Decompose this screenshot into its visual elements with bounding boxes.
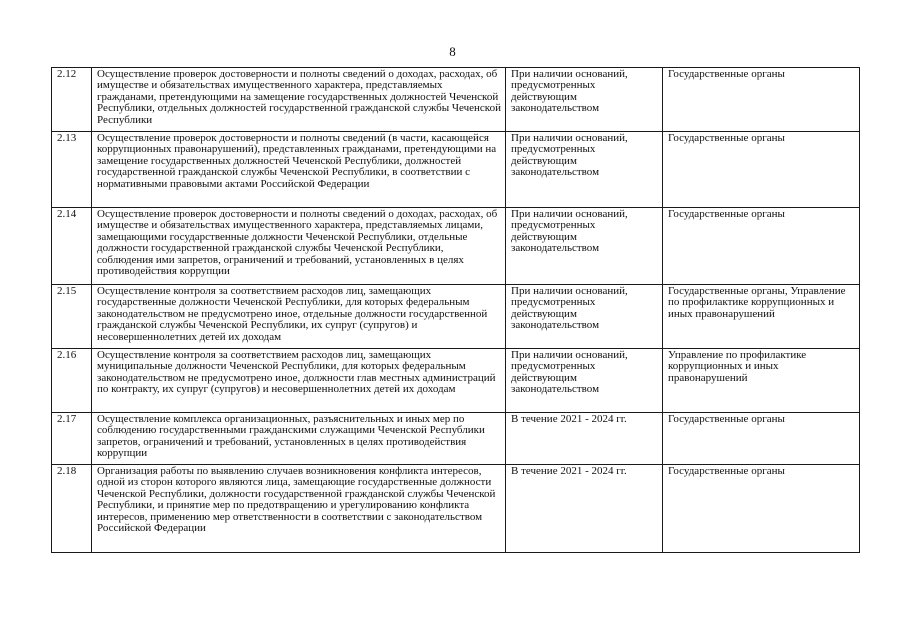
table-row	[52, 285, 860, 349]
measure-term: При наличии оснований, предусмотренных действующим законодательством	[506, 208, 663, 285]
measure-text: Осуществление комплекса организационных, разъяснительных и иных мер по соблюдению государственными гражданскими служащими Чеченской Республики запретов, ограничений и требований, установленных в целях противодействия коррупции	[92, 413, 506, 465]
table-row	[52, 68, 860, 132]
item-number: 2.18	[52, 465, 92, 553]
measure-text: Осуществление проверок достоверности и полноты сведений о доходах, расходах, об имуществе и обязательствах имущественного характера, представляемых лицами, замещающими государственные должности Чеченской Республики, отдельные должности государственной гражданской службы Чеченской Республики, соблюдения ими запретов, ограничений и требований, установленных в целях противодействия коррупции	[92, 208, 506, 285]
table-row	[52, 413, 860, 465]
measure-responsible: Государственные органы, Управление по профилактике коррупционных и иных правонарушений	[663, 285, 860, 349]
measure-term: При наличии оснований, предусмотренных действующим законодательством	[506, 349, 663, 413]
measure-term: В течение 2021 - 2024 гг.	[506, 413, 663, 465]
item-number: 2.16	[52, 349, 92, 413]
measure-responsible: Государственные органы	[663, 413, 860, 465]
measure-term: При наличии оснований, предусмотренных действующим законодательством	[506, 285, 663, 349]
table-row	[52, 132, 860, 208]
item-number: 2.15	[52, 285, 92, 349]
item-number: 2.12	[52, 68, 92, 132]
page-number: 8	[449, 44, 456, 59]
measure-responsible: Управление по профилактике коррупционных и иных правонарушений	[663, 349, 860, 413]
measure-text: Осуществление контроля за соответствием расходов лиц, замещающих муниципальные должности Чеченской Республики, для которых федеральным законодательством не предусмотрено иное, должности глав местных администраций по контракту, их супруг (супругов) и несовершеннолетних детей их доходам	[92, 349, 506, 413]
table-row	[52, 465, 860, 553]
item-number: 2.14	[52, 208, 92, 285]
measure-term: В течение 2021 - 2024 гг.	[506, 465, 663, 553]
measures-table	[51, 67, 860, 553]
table-row	[52, 349, 860, 413]
item-number: 2.17	[52, 413, 92, 465]
measure-responsible: Государственные органы	[663, 68, 860, 132]
measure-text: Организация работы по выявлению случаев возникновения конфликта интересов, одной из сторон которого являются лица, замещающие государственные должности Чеченской Республики, должности государственной гражданской службы Чеченской Республики, и принятие мер по предотвращению и урегулированию конфликта интересов, применению мер ответственности в соответствии с законодательством Российской Федерации	[92, 465, 506, 553]
table-row	[52, 208, 860, 285]
item-number: 2.13	[52, 132, 92, 208]
measure-text: Осуществление проверок достоверности и полноты сведений о доходах, расходах, об имуществе и обязательствах имущественного характера, представляемых гражданами, претендующими на замещение государственных должностей Чеченской Республики, отдельных должностей государственной гражданской службы Чеченской Республики	[92, 68, 506, 132]
measure-responsible: Государственные органы	[663, 465, 860, 553]
measure-term: При наличии оснований, предусмотренных действующим законодательством	[506, 132, 663, 208]
measure-responsible: Государственные органы	[663, 132, 860, 208]
measure-term: При наличии оснований, предусмотренных действующим законодательством	[506, 68, 663, 132]
measure-text: Осуществление контроля за соответствием расходов лиц, замещающих государственные должности Чеченской Республики, для которых федеральным законодательством не предусмотрено иное, отдельные должности государственной гражданской службы Чеченской Республики, их супруг (супругов) и несовершеннолетних детей их доходам	[92, 285, 506, 349]
measure-text: Осуществление проверок достоверности и полноты сведений (в части, касающейся коррупционных правонарушений), представленных гражданами, претендующими на замещение государственных должностей Чеченской Республики, должностей государственной гражданской службы Чеченской Республики, в соответствии с нормативными правовыми актами Российской Федерации	[92, 132, 506, 208]
measure-responsible: Государственные органы	[663, 208, 860, 285]
